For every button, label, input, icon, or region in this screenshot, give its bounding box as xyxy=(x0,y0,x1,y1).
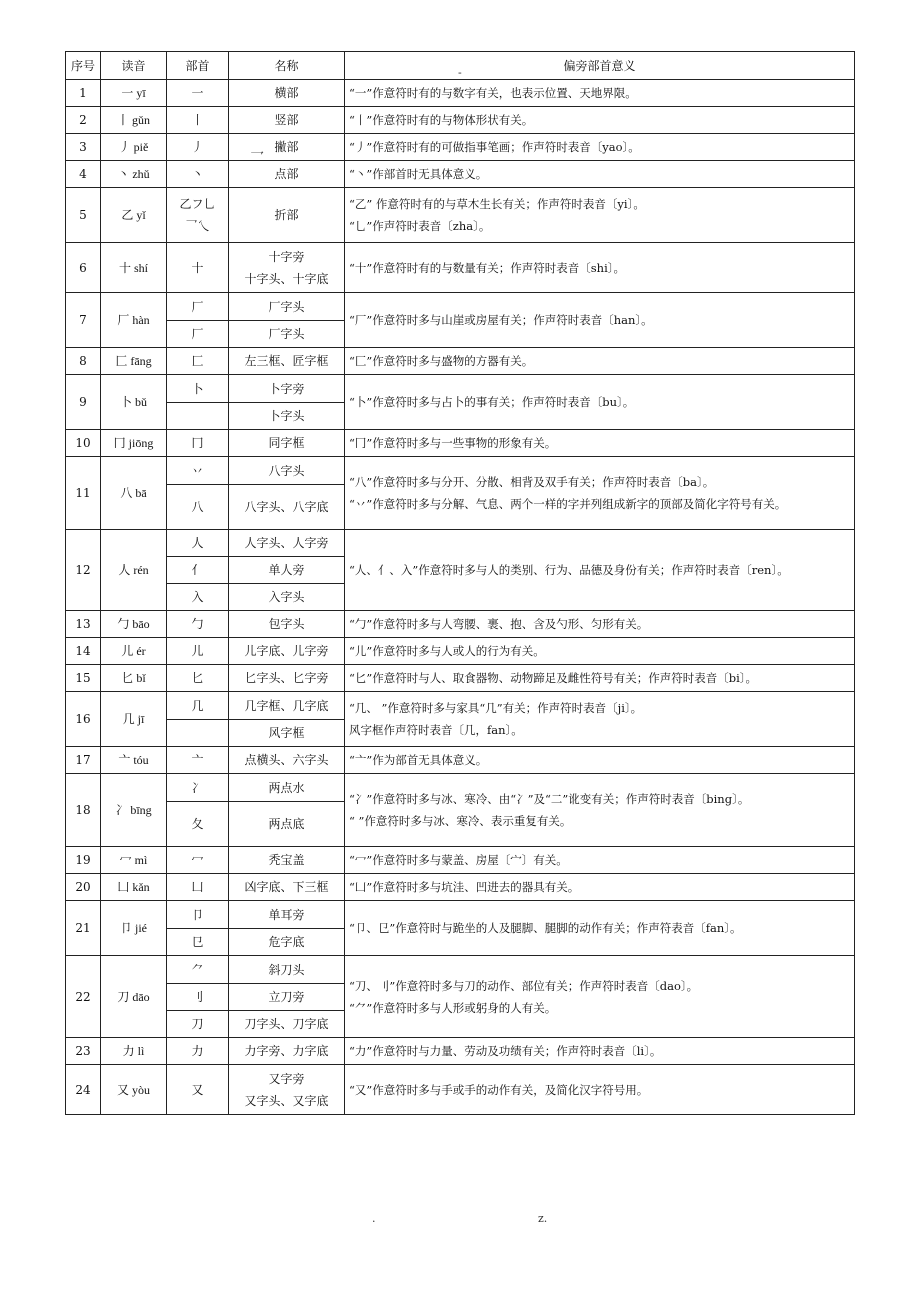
row-name: 包字头 xyxy=(229,611,345,638)
table-row xyxy=(66,692,855,720)
meaning-line: “儿”作意符时多与人或人的行为有关。 xyxy=(349,644,545,658)
table-row xyxy=(66,348,855,375)
table-row xyxy=(66,901,855,929)
row-radical: 刂 xyxy=(167,984,229,1011)
meaning-line: “冫”作意符时多与冰、寒冷、由“冫”及“二”讹变有关；作声符时表音〔bing〕。 xyxy=(349,792,750,806)
row-meaning xyxy=(345,134,855,161)
row-radical: 勹 xyxy=(167,611,229,638)
row-radical: 丨 xyxy=(167,107,229,134)
radical-glyph: 乙フ乚 xyxy=(179,197,216,211)
row-reading: 凵 kǎn xyxy=(101,874,167,901)
row-radical: 夂 xyxy=(167,802,229,847)
row-radical: 冫 xyxy=(167,774,229,802)
row-radical: 厂 xyxy=(167,321,229,348)
header-meaning: 偏旁部首意义 xyxy=(345,52,855,80)
row-name: 折部 xyxy=(229,188,345,243)
row-radical xyxy=(167,403,229,430)
header-num: 序号 xyxy=(66,52,101,80)
table-row xyxy=(66,293,855,321)
row-radical: 厂 xyxy=(167,293,229,321)
row-name: 匕字头、匕字旁 xyxy=(229,665,345,692)
row-reading: 厂 hàn xyxy=(101,293,167,348)
row-reading: 又 yòu xyxy=(101,1065,167,1115)
meaning-line: “乙” 作意符时有的与草木生长有关；作声符时表音〔yi〕。 xyxy=(349,197,645,211)
row-meaning xyxy=(345,956,855,1038)
row-meaning xyxy=(345,188,855,243)
row-num: 10 xyxy=(66,430,101,457)
table-row xyxy=(66,611,855,638)
meaning-line: “ ”作意符时多与冰、寒冷、表示重复有关。 xyxy=(349,814,572,828)
row-num: 9 xyxy=(66,375,101,430)
meaning-line: “卜”作意符时多与占卜的事有关；作声符时表音〔bu〕。 xyxy=(349,395,635,409)
row-meaning xyxy=(345,161,855,188)
row-reading: 十 shí xyxy=(101,243,167,293)
row-meaning xyxy=(345,293,855,348)
row-radical xyxy=(167,720,229,747)
table-row xyxy=(66,1038,855,1065)
row-radical: 人 xyxy=(167,530,229,557)
table-row xyxy=(66,161,855,188)
row-meaning xyxy=(345,1038,855,1065)
row-radical: 卜 xyxy=(167,375,229,403)
row-reading: 冫 bīng xyxy=(101,774,167,847)
row-name: 风字框 xyxy=(229,720,345,747)
row-radical: 八 xyxy=(167,485,229,530)
table-row xyxy=(66,638,855,665)
row-name: 八字头、八字底 xyxy=(229,485,345,530)
row-num: 21 xyxy=(66,901,101,956)
meaning-line: “卩、㔾”作意符时与跪坐的人及腿脚、腿脚的动作有关；作声符表音〔fan〕。 xyxy=(349,921,742,935)
meaning-line: “丿”作意符时有的可做指事笔画；作声符时表音〔yao〕。 xyxy=(349,140,640,154)
row-num: 19 xyxy=(66,847,101,874)
row-meaning xyxy=(345,665,855,692)
row-radical: 入 xyxy=(167,584,229,611)
row-num: 3 xyxy=(66,134,101,161)
meaning-line: “一”作意符时有的与数字有关，也表示位置、天地界限。 xyxy=(349,86,637,100)
row-meaning xyxy=(345,107,855,134)
row-name: 两点底 xyxy=(229,802,345,847)
row-meaning xyxy=(345,611,855,638)
meaning-line: “匚”作意符时多与盛物的方器有关。 xyxy=(349,354,534,368)
row-name: 单人旁 xyxy=(229,557,345,584)
row-meaning xyxy=(345,747,855,774)
radical-glyph: 乛乀 xyxy=(185,219,210,233)
row-num: 2 xyxy=(66,107,101,134)
table-row xyxy=(66,1065,855,1115)
row-radical: 匕 xyxy=(167,665,229,692)
side-mark: 乛 xyxy=(250,151,264,167)
header-mark: - xyxy=(458,66,462,79)
row-name: 几字框、几字底 xyxy=(229,692,345,720)
table-row xyxy=(66,188,855,243)
row-meaning xyxy=(345,847,855,874)
row-radical: 又 xyxy=(167,1065,229,1115)
name-line: 十字旁 xyxy=(268,249,305,264)
row-radical: 几 xyxy=(167,692,229,720)
meaning-line: “冖”作意符时多与蒙盖、房屋〔宀〕有关。 xyxy=(349,853,568,867)
row-name: 厂字头 xyxy=(229,321,345,348)
row-name: 立刀旁 xyxy=(229,984,345,1011)
row-reading: 刀 dāo xyxy=(101,956,167,1038)
row-reading: 丿 piě xyxy=(101,134,167,161)
row-meaning xyxy=(345,80,855,107)
footer-left: . xyxy=(372,1212,376,1225)
row-radical: 凵 xyxy=(167,874,229,901)
row-radical: 力 xyxy=(167,1038,229,1065)
table-row xyxy=(66,956,855,984)
meaning-line: “丷”作意符时多与分解、气息、两个一样的字并列组成新字的顶部及简化字符号有关。 xyxy=(349,497,787,511)
table-row xyxy=(66,874,855,901)
row-name: 竖部 xyxy=(229,107,345,134)
row-name: 八字头 xyxy=(229,457,345,485)
row-num: 8 xyxy=(66,348,101,375)
row-num: 12 xyxy=(66,530,101,611)
meaning-line: “凵”作意符时多与坑洼、凹进去的器具有关。 xyxy=(349,880,580,894)
row-name: 力字旁、力字底 xyxy=(229,1038,345,1065)
row-name: 刀字头、刀字底 xyxy=(229,1011,345,1038)
row-reading: 人 rén xyxy=(101,530,167,611)
row-num: 22 xyxy=(66,956,101,1038)
table-row xyxy=(66,134,855,161)
row-name: 点部 xyxy=(229,161,345,188)
row-meaning xyxy=(345,901,855,956)
row-name: 危字底 xyxy=(229,929,345,956)
row-reading: 一 yī xyxy=(101,80,167,107)
header-reading: 读音 xyxy=(101,52,167,80)
row-meaning xyxy=(345,874,855,901)
row-reading: 力 lì xyxy=(101,1038,167,1065)
row-radical: 冂 xyxy=(167,430,229,457)
meaning-line: “刀、刂”作意符时多与刀的动作、部位有关；作声符时表音〔dao〕。 xyxy=(349,978,699,993)
meaning-line: “几、 ”作意符时多与家具“几”有关；作声符时表音〔ji〕。 xyxy=(349,701,643,715)
row-reading: 冂 jiōng xyxy=(101,430,167,457)
row-num: 20 xyxy=(66,874,101,901)
row-name: 凶字底、下三框 xyxy=(229,874,345,901)
row-num: 14 xyxy=(66,638,101,665)
row-meaning xyxy=(345,457,855,530)
row-meaning xyxy=(345,774,855,847)
row-num: 23 xyxy=(66,1038,101,1065)
row-name: 儿字底、儿字旁 xyxy=(229,638,345,665)
row-reading: 乙 yǐ xyxy=(101,188,167,243)
row-radical: 儿 xyxy=(167,638,229,665)
meaning-line: “人、亻、入”作意符时多与人的类别、行为、品德及身份有关；作声符时表音〔ren〕。 xyxy=(349,563,789,577)
meaning-line: “⺈”作意符时多与人形或躬身的人有关。 xyxy=(349,1000,557,1015)
row-reading: 匚 fāng xyxy=(101,348,167,375)
row-name: 入字头 xyxy=(229,584,345,611)
meaning-line: “丶”作部首时无具体意义。 xyxy=(349,167,488,181)
row-num: 13 xyxy=(66,611,101,638)
meaning-line: “冂”作意符时多与一些事物的形象有关。 xyxy=(349,436,557,450)
footer-right: z. xyxy=(538,1212,548,1225)
table-row xyxy=(66,243,855,293)
row-name: 横部 xyxy=(229,80,345,107)
row-radical: 㔾 xyxy=(167,929,229,956)
row-reading: 冖 mì xyxy=(101,847,167,874)
row-radical: 冖 xyxy=(167,847,229,874)
row-num: 1 xyxy=(66,80,101,107)
row-radical: 匚 xyxy=(167,348,229,375)
table-row xyxy=(66,665,855,692)
row-radical: 十 xyxy=(167,243,229,293)
row-reading: 几 jī xyxy=(101,692,167,747)
row-radical: 丷 xyxy=(167,457,229,485)
row-num: 6 xyxy=(66,243,101,293)
row-radical: ⺈ xyxy=(167,956,229,984)
row-num: 16 xyxy=(66,692,101,747)
row-name: 厂字头 xyxy=(229,293,345,321)
table-row xyxy=(66,847,855,874)
meaning-line: “乚”作声符时表音〔zha〕。 xyxy=(349,219,491,233)
row-radical: 刀 xyxy=(167,1011,229,1038)
table-body xyxy=(66,80,855,1115)
row-reading: 亠 tóu xyxy=(101,747,167,774)
row-num: 7 xyxy=(66,293,101,348)
table-row xyxy=(66,375,855,403)
row-meaning xyxy=(345,430,855,457)
row-name: 单耳旁 xyxy=(229,901,345,929)
row-reading: 儿 ér xyxy=(101,638,167,665)
table-row xyxy=(66,530,855,557)
row-radical: 卩 xyxy=(167,901,229,929)
name-line: 又字旁 xyxy=(268,1071,305,1086)
header-name: 名称 xyxy=(229,52,345,80)
row-num: 11 xyxy=(66,457,101,530)
row-radical xyxy=(167,188,229,243)
row-name: 斜刀头 xyxy=(229,956,345,984)
row-reading: 丶 zhǔ xyxy=(101,161,167,188)
table-row xyxy=(66,747,855,774)
table-row xyxy=(66,107,855,134)
row-num: 18 xyxy=(66,774,101,847)
meaning-line: 风字框作声符时表音〔几，fan〕。 xyxy=(349,723,523,737)
meaning-line: “厂”作意符时多与山崖或房屋有关；作声符时表音〔han〕。 xyxy=(349,313,653,327)
row-name: 卜字头 xyxy=(229,403,345,430)
meaning-line: “丨”作意符时有的与物体形状有关。 xyxy=(349,113,534,127)
meaning-line: “亠”作为部首无具体意义。 xyxy=(349,753,488,767)
row-name xyxy=(229,1065,345,1115)
header-radical: 部首 xyxy=(167,52,229,80)
row-radical: 丿 xyxy=(167,134,229,161)
row-meaning xyxy=(345,638,855,665)
row-meaning xyxy=(345,243,855,293)
row-meaning xyxy=(345,692,855,747)
row-meaning xyxy=(345,530,855,611)
meaning-line: “力”作意符时与力量、劳动及功绩有关；作声符时表音〔li〕。 xyxy=(349,1044,662,1058)
row-num: 17 xyxy=(66,747,101,774)
meaning-line: “又”作意符时多与手或手的动作有关，及简化汉字符号用。 xyxy=(349,1082,649,1097)
table-row xyxy=(66,457,855,485)
row-reading: 卩 jié xyxy=(101,901,167,956)
row-radical: 亻 xyxy=(167,557,229,584)
row-name: 同字框 xyxy=(229,430,345,457)
row-name xyxy=(229,243,345,293)
row-name: 点横头、六字头 xyxy=(229,747,345,774)
row-reading: 丨 gǔn xyxy=(101,107,167,134)
row-name: 撇部 xyxy=(229,134,345,161)
row-radical: 亠 xyxy=(167,747,229,774)
meaning-line: “八”作意符时多与分开、分散、相背及双手有关；作声符时表音〔ba〕。 xyxy=(349,475,715,489)
row-radical: 丶 xyxy=(167,161,229,188)
row-name: 两点水 xyxy=(229,774,345,802)
row-name: 卜字旁 xyxy=(229,375,345,403)
row-name: 秃宝盖 xyxy=(229,847,345,874)
row-name: 左三框、匠字框 xyxy=(229,348,345,375)
row-radical: 一 xyxy=(167,80,229,107)
row-reading: 卜 bǔ xyxy=(101,375,167,430)
row-reading: 匕 bǐ xyxy=(101,665,167,692)
table-row xyxy=(66,80,855,107)
row-num: 15 xyxy=(66,665,101,692)
name-line: 又字头、又字底 xyxy=(244,1093,329,1108)
name-line: 十字头、十字底 xyxy=(244,271,329,286)
meaning-line: “十”作意符时有的与数量有关；作声符时表音〔shi〕。 xyxy=(349,260,625,275)
row-name: 人字头、人字旁 xyxy=(229,530,345,557)
meaning-line: “勹”作意符时多与人弯腰、裹、抱、含及勺形、匀形有关。 xyxy=(349,617,649,631)
row-meaning xyxy=(345,1065,855,1115)
radical-table xyxy=(65,51,855,1115)
row-reading: 勹 bāo xyxy=(101,611,167,638)
row-num: 5 xyxy=(66,188,101,243)
row-reading: 八 bā xyxy=(101,457,167,530)
row-meaning xyxy=(345,375,855,430)
row-meaning xyxy=(345,348,855,375)
row-num: 24 xyxy=(66,1065,101,1115)
row-num: 4 xyxy=(66,161,101,188)
meaning-line: “匕”作意符时与人、取食器物、动物蹄足及雌性符号有关；作声符时表音〔bi〕。 xyxy=(349,671,758,685)
table-row xyxy=(66,774,855,802)
table-row xyxy=(66,430,855,457)
